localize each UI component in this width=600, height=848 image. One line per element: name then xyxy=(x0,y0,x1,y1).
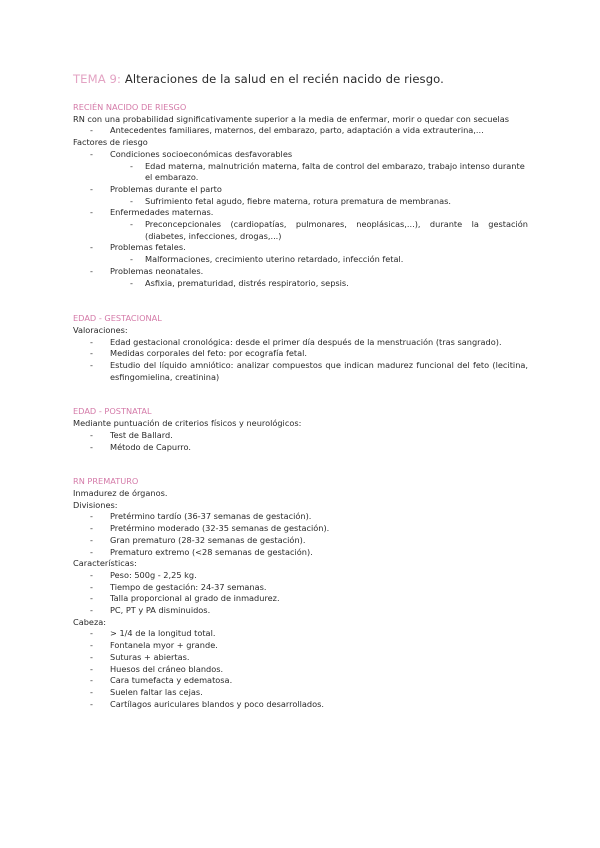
section-edad-postnatal xyxy=(73,406,528,453)
list-item: - Condiciones socioeconómicas desfavorables xyxy=(73,149,528,161)
list-item: - Pretérmino moderado (32-35 semanas de gestación). xyxy=(73,523,528,535)
list-item: - Test de Ballard. xyxy=(73,430,528,442)
list-item: - Edad gestacional cronológica: desde el primer día después de la menstruación (tras sangrado). xyxy=(73,337,528,349)
section-edad-gestacional xyxy=(73,313,528,383)
paragraph: Cabeza: xyxy=(73,616,107,627)
sub-list-item: - Asfixia, prematuridad, distrés respiratorio, sepsis. xyxy=(73,278,528,290)
paragraph: Características: xyxy=(73,558,137,569)
list-item: - Problemas neonatales. xyxy=(73,266,528,278)
document-body xyxy=(73,102,528,710)
list-item: - > 1/4 de la longitud total. xyxy=(73,628,528,640)
list-item: - Cartílagos auriculares blandos y poco desarrollados. xyxy=(73,699,528,711)
list-item: - PC, PT y PA disminuidos. xyxy=(73,605,528,617)
paragraph: Mediante puntuación de criterios físicos y neurológicos: xyxy=(73,418,302,429)
bullet-list xyxy=(73,511,528,558)
section-heading: EDAD - POSTNATAL xyxy=(73,406,152,417)
list-item: - Pretérmino tardío (36-37 semanas de gestación). xyxy=(73,511,528,523)
list-item: - Método de Capurro. xyxy=(73,442,528,454)
list-item: - Fontanela myor + grande. xyxy=(73,640,528,652)
list-item: - Enfermedades maternas. xyxy=(73,207,528,219)
list-item: - Suelen faltar las cejas. xyxy=(73,687,528,699)
list-item: - Prematuro extremo (<28 semanas de gestación). xyxy=(73,547,528,559)
list-item: - Suturas + abiertas. xyxy=(73,652,528,664)
bullet-list xyxy=(73,430,528,453)
sub-list-item: - Edad materna, malnutrición materna, falta de control del embarazo, trabajo intenso durante el embarazo. xyxy=(73,161,528,184)
sub-list-item: - Preconcepcionales (cardiopatías, pulmonares, neoplásicas,...), durante la gestación (diabetes, infecciones, drogas,...) xyxy=(73,219,528,242)
section-rn-prematuro xyxy=(73,476,528,710)
bullet-list xyxy=(73,149,528,289)
list-item: - Problemas durante el parto xyxy=(73,184,528,196)
list-item: - Cara tumefacta y edematosa. xyxy=(73,675,528,687)
list-item: - Huesos del cráneo blandos. xyxy=(73,664,528,676)
paragraph: Divisiones: xyxy=(73,499,118,510)
sub-list-item: - Sufrimiento fetal agudo, fiebre materna, rotura prematura de membranas. xyxy=(73,196,528,208)
list-item: - Problemas fetales. xyxy=(73,242,528,254)
paragraph: Valoraciones: xyxy=(73,324,128,335)
sub-list-item: - Malformaciones, crecimiento uterino retardado, infección fetal. xyxy=(73,254,528,266)
section-heading: EDAD - GESTACIONAL xyxy=(73,313,162,324)
list-item: - Talla proporcional al grado de inmadurez. xyxy=(73,593,528,605)
paragraph: Factores de riesgo xyxy=(73,137,148,148)
title-topic-label: TEMA 9: xyxy=(73,72,122,86)
list-item: - Gran prematuro (28-32 semanas de gestación). xyxy=(73,535,528,547)
list-item: - Peso: 500g - 2,25 kg. xyxy=(73,570,528,582)
bullet-list xyxy=(73,337,528,384)
bullet-list xyxy=(73,125,528,137)
paragraph: RN con una probabilidad significativamente superior a la media de enfermar, morir o quedar con secuelas xyxy=(73,113,510,124)
list-item: - Antecedentes familiares, maternos, del embarazo, parto, adaptación a vida extrauterina,... xyxy=(73,125,528,137)
paragraph: Inmadurez de órganos. xyxy=(73,487,168,498)
page-title xyxy=(73,72,444,86)
title-text: Alteraciones de la salud en el recién nacido de riesgo. xyxy=(124,72,444,86)
bullet-list xyxy=(73,628,528,710)
section-rn-riesgo xyxy=(73,102,528,289)
list-item: - Medidas corporales del feto: por ecografía fetal. xyxy=(73,348,528,360)
list-item: - Tiempo de gestación: 24-37 semanas. xyxy=(73,582,528,594)
list-item: - Estudio del líquido amniótico: analizar compuestos que indican madurez funcional del feto (lecitina, esfingomielina, creatinina) xyxy=(73,360,528,383)
section-heading: RN PREMATURO xyxy=(73,476,139,487)
bullet-list xyxy=(73,570,528,617)
section-heading: RECIÉN NACIDO DE RIESGO xyxy=(73,102,187,112)
